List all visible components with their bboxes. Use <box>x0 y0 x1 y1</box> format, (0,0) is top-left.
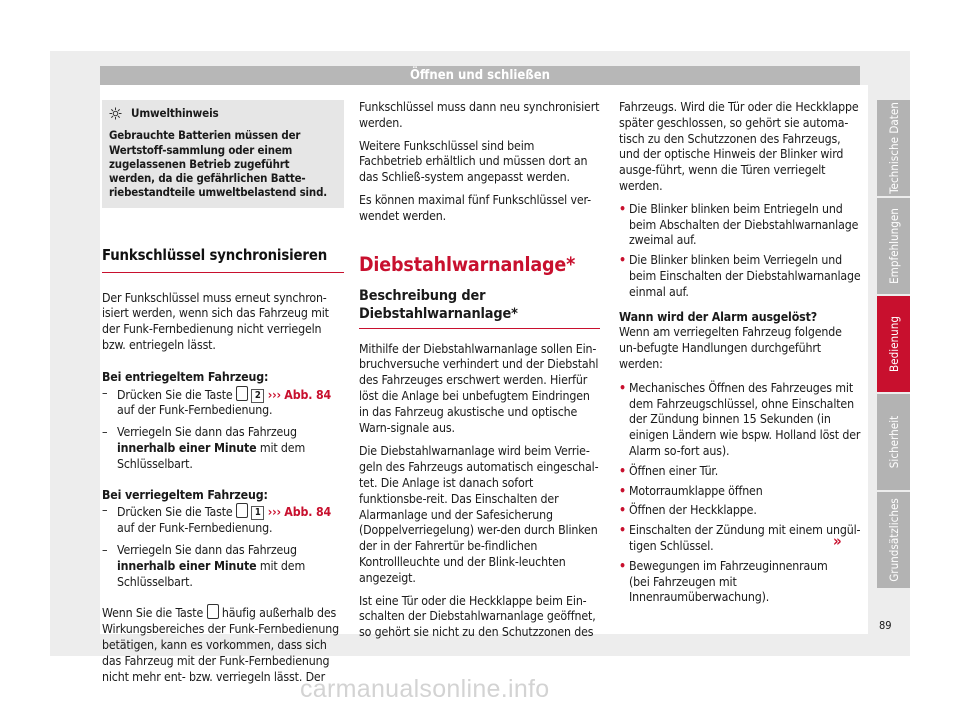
page-number: 89 <box>879 619 892 632</box>
watermark: carmanualsonline.info <box>300 675 550 703</box>
list-item: • Öffnen einer Tür. <box>619 463 719 478</box>
bullet-icon: • <box>619 380 626 395</box>
environment-note <box>102 100 344 208</box>
list-item: • Öffnen der Heckklappe. <box>619 503 757 518</box>
tab-technische-daten[interactable]: Technische Daten <box>877 100 910 196</box>
sync-max: Es können maximal fünf Funkschlüssel ver-wendet werden. <box>359 192 591 223</box>
key-icon <box>207 604 219 619</box>
button-number-badge: 1 <box>251 506 264 520</box>
trigger-heading: Wann wird der Alarm ausgelöst? <box>619 309 817 324</box>
sync-available: Weitere Funkschlüssel sind beim Fachbetrieb erhältlich und müssen dort an das Schließ-system angepasst werden. <box>359 138 588 185</box>
key-icon <box>236 503 248 518</box>
unlock-heading: Bei entriegeltem Fahrzeug: <box>102 369 269 384</box>
sync-intro: Der Funkschlüssel muss erneut synchron-isiert werden, wenn sich das Fahrzeug mit der Funk-Fernbedienung nicht verriegeln bzw. entriegeln lässt. <box>102 290 329 352</box>
unlock-step-2: – Verriegeln Sie dann das Fahrzeug innerhalb einer Minute mit dem Schlüsselbart. <box>102 425 306 471</box>
environment-note-header <box>109 106 336 120</box>
dash-marker: – <box>102 385 108 400</box>
trigger-intro: Wenn am verriegelten Fahrzeug folgende un-befugte Handlungen durchgeführt werden: <box>619 325 842 371</box>
unlock-step-1: – Drücken Sie die Taste 2 ››› Abb. 84 auf der Funk-Fernbedienung. <box>102 385 332 418</box>
alarm-heading: Diebstahlwarnanlage* <box>359 252 576 276</box>
lock-step-1: – Drücken Sie die Taste 1 ››› Abb. 84 auf der Funk-Fernbedienung. <box>102 503 332 536</box>
list-item: • Mechanisches Öffnen des Fahrzeuges mit dem Fahrzeugschlüssel, ohne Einschalten der Zündung binnen 15 Sekunden (in einigen Ländern wie bspw. Holland löst der Alarm so-fort aus). <box>619 380 861 458</box>
alarm-p3: Ist eine Tür oder die Heckklappe beim Ein-schalten der Diebstahlwarnanlage geöffnet, so gehört sie nicht zu den Schutzzonen des <box>359 593 596 640</box>
dash-marker: – <box>102 542 108 557</box>
key-icon <box>236 386 248 401</box>
alarm-subheading-block <box>359 287 600 329</box>
page-header: Öffnen und schließen <box>100 66 860 85</box>
figure-link[interactable]: Abb. 84 <box>284 505 332 520</box>
bullet-icon: • <box>619 558 626 573</box>
tab-bedienung[interactable]: Bedienung <box>877 296 910 392</box>
leaf-icon <box>109 107 122 120</box>
sync-closing-cont: Funkschlüssel muss dann neu synchronisiert werden. <box>359 100 600 130</box>
bullet-icon: • <box>619 253 626 268</box>
alarm-p2: Die Diebstahlwarnanlage wird beim Verrie-geln des Fahrzeugs automatisch eingeschal-tet. Die Anlage ist danach sofort funktionsbe-reit. Das Einschalten der Alarmanlage und der Safesicherung (Doppelverriegelung) wer-den durch Blinken der in der Fahrertür be-findlichen Kontrollleuchte und der Blink-leuchten angezeigt. <box>359 444 599 585</box>
figure-link-arrow[interactable]: ››› <box>267 505 281 520</box>
tab-empfehlungen[interactable]: Empfehlungen <box>877 198 910 294</box>
dash-marker: – <box>102 425 108 440</box>
column-3 <box>619 100 861 606</box>
bullet-icon: • <box>619 503 626 518</box>
column-1 <box>102 100 344 685</box>
bullet-icon: • <box>619 201 626 216</box>
tab-sicherheit[interactable]: Sicherheit <box>877 394 910 490</box>
figure-link[interactable]: Abb. 84 <box>284 387 332 402</box>
dash-marker: – <box>102 503 108 518</box>
sync-closing: Wenn Sie die Taste häufig außerhalb des Wirkungsbereiches der Funk-Fernbedienung betätigen, kann es vorkommen, dass sich das Fahrzeug mit der Funk-Fernbedienung nicht mehr ent- bzw. verriegeln lässt. Der <box>102 606 339 684</box>
list-item: • Motorraumklappe öffnen <box>619 483 763 498</box>
tab-grundsaetzliches[interactable]: Grundsätzliches <box>877 492 910 588</box>
list-item: • Bewegungen im Fahrzeuginnenraum (bei Fahrzeugen mit Innenraumüberwachung). <box>619 558 828 605</box>
button-number-badge: 2 <box>251 389 264 403</box>
list-item: • Die Blinker blinken beim Verriegeln und beim Einschalten der Diebstahlwarnanlage einmal auf. <box>619 253 861 299</box>
lock-heading: Bei verriegeltem Fahrzeug: <box>102 487 268 502</box>
bullet-icon: • <box>619 483 626 498</box>
alarm-p3-cont: Fahrzeugs. Wird die Tür oder die Heckklappe später geschlossen, so gehört sie automa-tisch zu den Schutzzonen des Fahrzeugs, und der optische Hinweis der Blinker wird ausge-führt, wenn die Türen verriegelt werden. <box>619 100 859 193</box>
lock-step-2: – Verriegeln Sie dann das Fahrzeug innerhalb einer Minute mit dem Schlüsselbart. <box>102 542 306 589</box>
list-item: • Einschalten der Zündung mit einem ungül-tigen Schlüssel. <box>619 523 861 553</box>
alarm-subheading: Beschreibung der Diebstahlwarnanlage* <box>359 287 518 322</box>
figure-link-arrow[interactable]: ››› <box>267 387 281 402</box>
continue-arrow-icon: » <box>833 532 842 550</box>
bullet-icon: • <box>619 463 626 478</box>
alarm-p1: Mithilfe der Diebstahlwarnanlage sollen Ein-bruchversuche verhindert und der Diebstahl des Fahrzeuges erschwert werden. Hierfür löst die Anlage bei unbefugtem Eindringen in das Fahrzeug akustische und optische Warn-signale aus. <box>359 341 599 435</box>
bullet-icon: • <box>619 523 626 538</box>
environment-note-title: Umwelthinweis <box>131 106 219 120</box>
sync-heading: Funkschlüssel synchronisieren <box>102 248 344 273</box>
environment-note-text: Gebrauchte Batterien müssen der Wertstoff-sammlung oder einem zugelassenen Betrieb zugeführt werden, da die gefährlichen Batte-riebestandteile umweltbelastend sind. <box>109 128 327 200</box>
list-item: • Die Blinker blinken beim Entriegeln und beim Abschalten der Diebstahlwarnanlage zweimal auf. <box>619 201 859 248</box>
column-2 <box>359 100 600 641</box>
